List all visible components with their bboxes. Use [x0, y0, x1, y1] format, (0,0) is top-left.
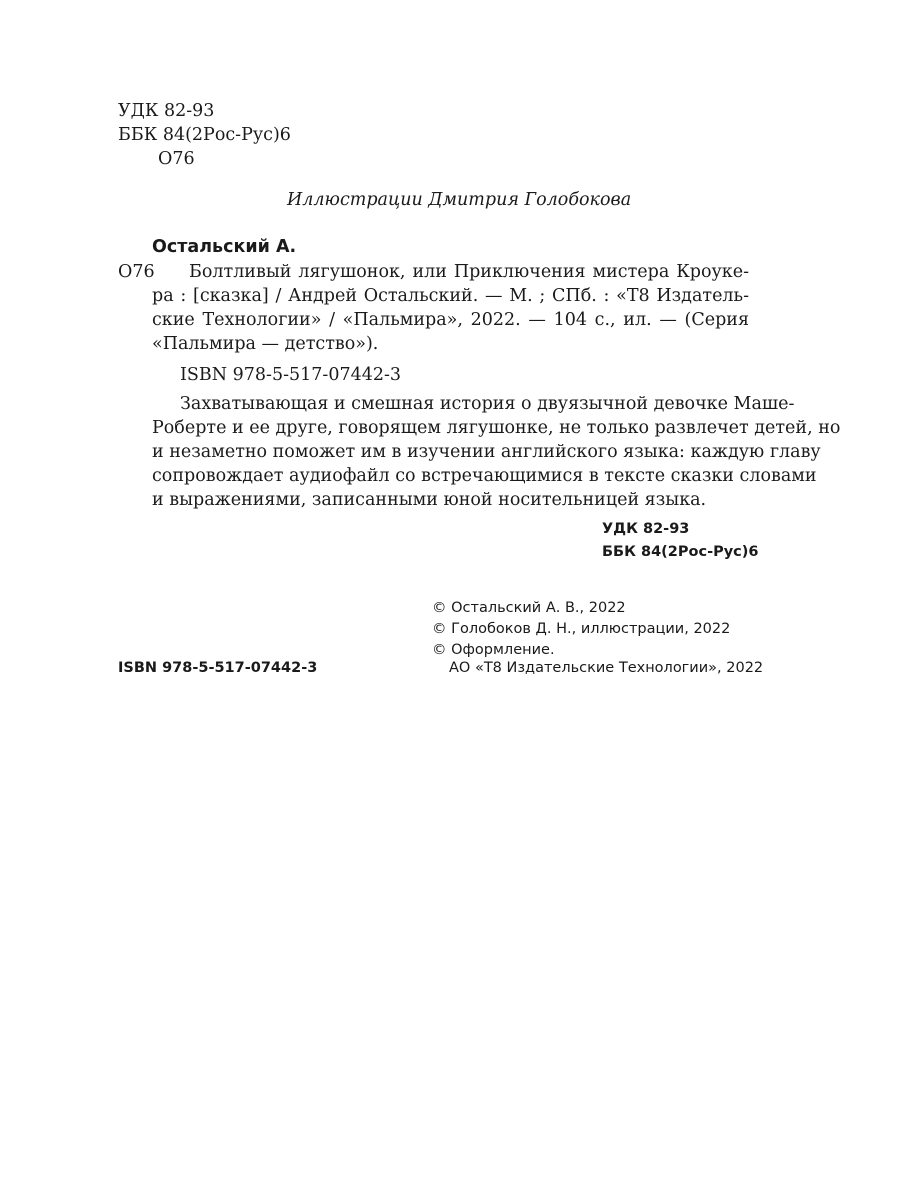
udk-code-top: УДК 82-93: [118, 101, 215, 121]
annotation-line: и выражениями, записанными юной носительницей языка.: [152, 490, 707, 510]
annotation-line: и незаметно поможет им в изучении английского языка: каждую главу: [152, 442, 821, 462]
author-mark-top: О76: [158, 149, 195, 169]
annotation-line: сопровождает аудиофайл со встречающимися в тексте сказки словами: [152, 466, 817, 486]
description-line: ские Технологии» / «Пальмира», 2022. — 104 с., ил. — (Серия: [152, 310, 749, 330]
description-line: «Пальмира — детство»).: [152, 334, 379, 354]
annotation: [152, 392, 841, 512]
copyright-publisher: АО «Т8 Издательские Технологии», 2022: [449, 660, 764, 676]
annotation-line: Захватывающая и смешная история о двуязычной девочке Маше-: [180, 394, 795, 414]
copyright-design: © Оформление.: [432, 642, 555, 658]
entry-author-mark: О76: [118, 262, 155, 282]
illustrations-credit: Иллюстрации Дмитрия Голобокова: [287, 190, 632, 210]
bibliographic-description: [152, 260, 749, 356]
copyright-author: © Остальский А. В., 2022: [432, 600, 626, 616]
footer-isbn: ISBN 978-5-517-07442-3: [118, 660, 318, 676]
description-line: Болтливый лягушонок, или Приключения мистера Кроуке-: [189, 262, 749, 282]
description-line: ра : [сказка] / Андрей Остальский. — М. ; СПб. : «Т8 Издатель-: [152, 286, 749, 306]
entry-isbn: ISBN 978-5-517-07442-3: [180, 365, 402, 385]
annotation-line: Роберте и ее друге, говорящем лягушонке, не только развлечет детей, но: [152, 418, 841, 438]
bbk-code-top: ББК 84(2Рос-Рус)6: [118, 125, 291, 145]
copyright-illustrator: © Голобоков Д. Н., иллюстрации, 2022: [432, 621, 731, 637]
udk-code-right: УДК 82-93: [602, 521, 690, 537]
bbk-code-right: ББК 84(2Рос-Рус)6: [602, 544, 759, 560]
entry-author: Остальский А.: [152, 237, 297, 257]
